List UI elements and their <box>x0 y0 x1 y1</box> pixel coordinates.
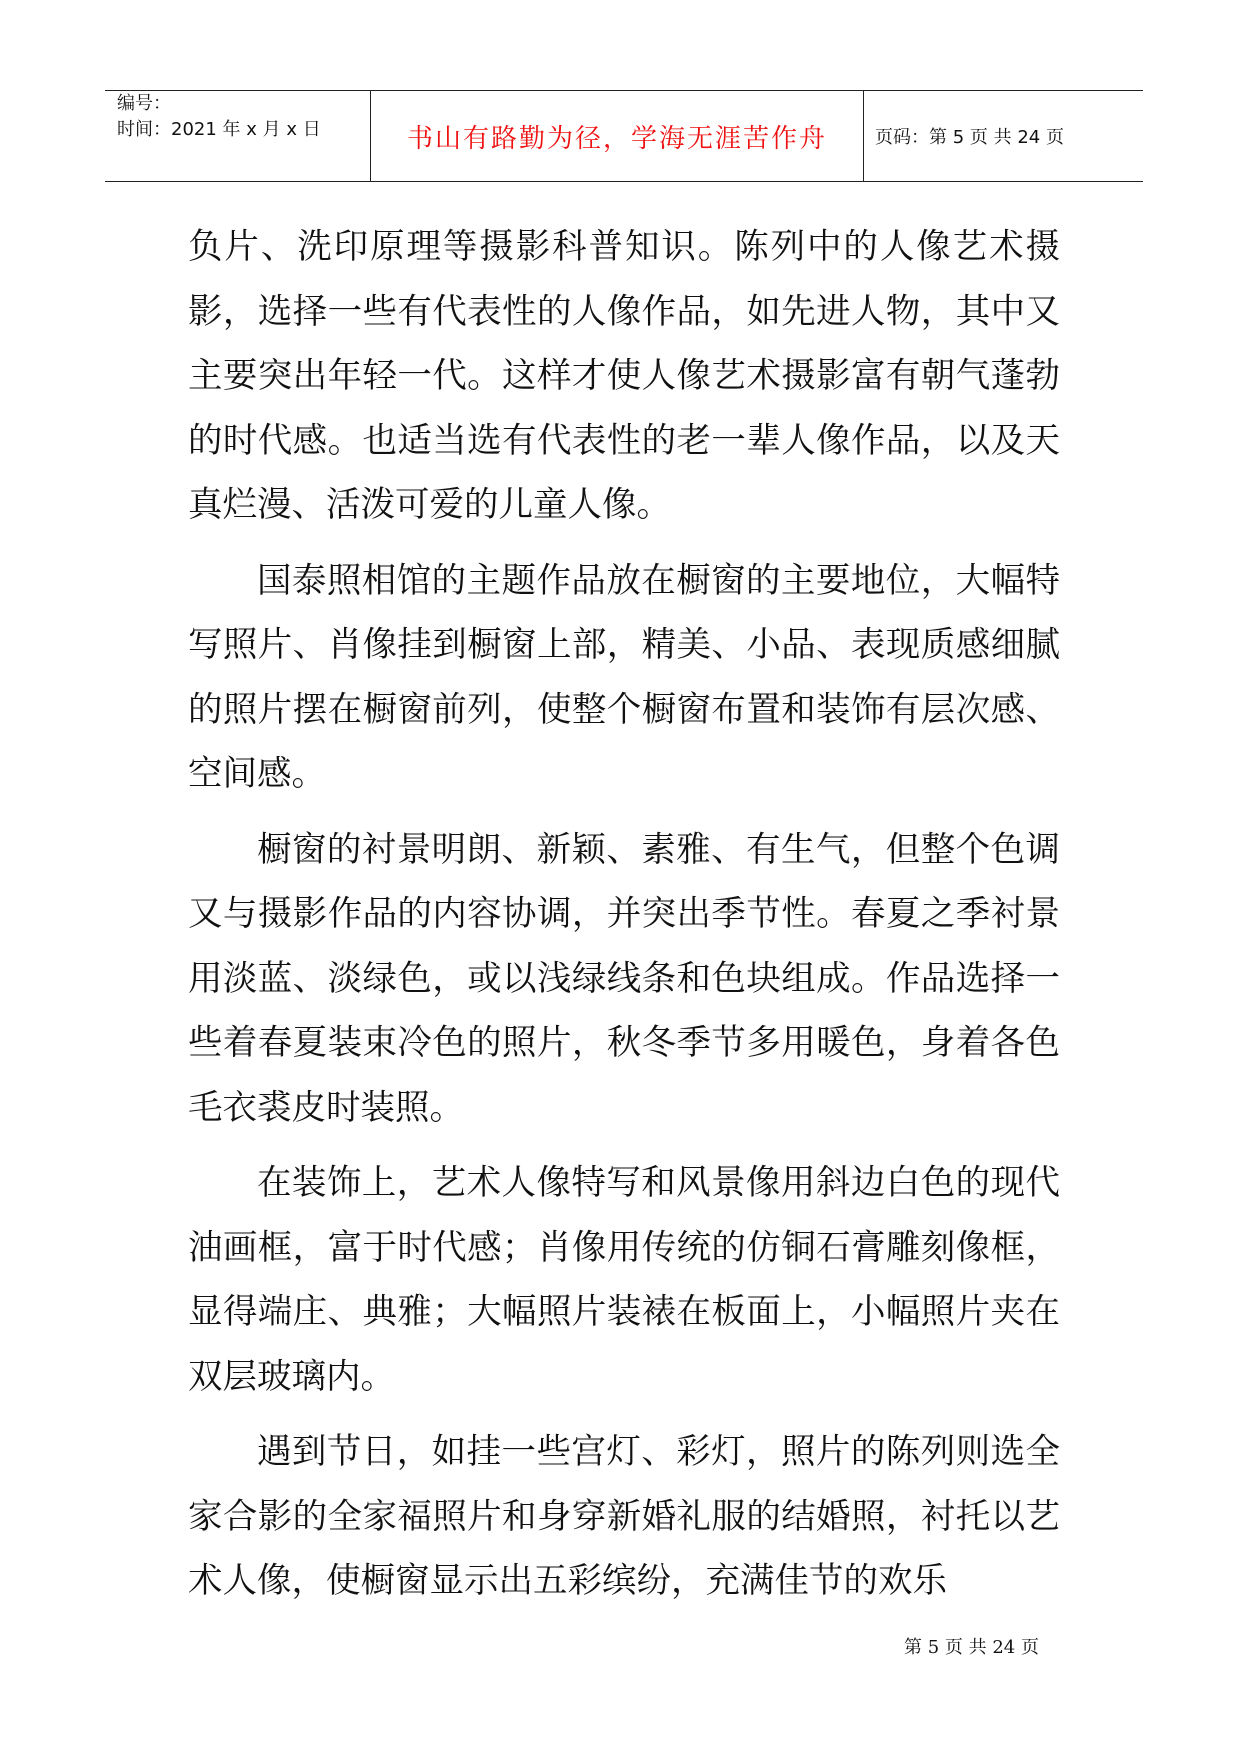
header-page-code: 页码：第 5 页 共 24 页 <box>875 127 1064 148</box>
body-paragraph: 橱窗的衬景明朗、新颖、素雅、有生气，但整个色调又与摄影作品的内容协调，并突出季节性。春夏之季衬景用淡蓝、淡绿色，或以浅绿线条和色块组成。作品选择一些着春夏装束冷色的照片，秋冬季节多用暖色，身着各色毛衣裘皮时装照。 <box>188 829 1060 1128</box>
header-divider-right <box>863 90 864 182</box>
body-paragraph: 在装饰上，艺术人像特写和风景像用斜边白色的现代油画框，富于时代感；肖像用传统的仿铜石膏雕刻像框，显得端庄、典雅；大幅照片装裱在板面上，小幅照片夹在双层玻璃内。 <box>188 1163 1060 1397</box>
document-body <box>188 215 1060 1625</box>
body-paragraph: 遇到节日，如挂一些宫灯、彩灯，照片的陈列则选全家合影的全家福照片和身穿新婚礼服的结婚照，衬托以艺术人像，使橱窗显示出五彩缤纷，充满佳节的欢乐 <box>188 1432 1060 1601</box>
document-number-label: 编号： <box>117 93 171 114</box>
page-header <box>105 90 1143 182</box>
document-date-label: 时间：2021 年 x 月 x 日 <box>117 119 321 140</box>
page-footer: 第 5 页 共 24 页 <box>904 1637 1039 1658</box>
header-motto: 书山有路勤为径，学海无涯苦作舟 <box>406 123 827 154</box>
body-paragraph: 负片、洗印原理等摄影科普知识。陈列中的人像艺术摄影，选择一些有代表性的人像作品，如先进人物，其中又主要突出年轻一代。这样才使人像艺术摄影富有朝气蓬勃的时代感。也适当选有代表性的老一辈人像作品，以及天真烂漫、活泼可爱的儿童人像。 <box>188 227 1060 525</box>
body-paragraph: 国泰照相馆的主题作品放在橱窗的主要地位，大幅特写照片、肖像挂到橱窗上部，精美、小品、表现质感细腻的照片摆在橱窗前列，使整个橱窗布置和装饰有层次感、空间感。 <box>188 560 1060 794</box>
